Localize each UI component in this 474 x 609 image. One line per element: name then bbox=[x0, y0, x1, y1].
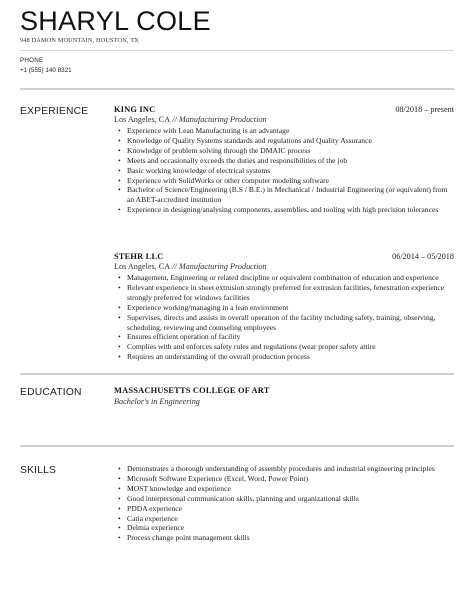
section-title-experience: EXPERIENCE bbox=[20, 106, 89, 117]
company-name: STEHR LLC bbox=[114, 252, 164, 261]
list-item: • Experience working/managing in a lean environment bbox=[127, 303, 454, 313]
list-item: • Bachelor of Science/Engineering (B.S / B.E.) in Mechanical / Industrial Engineering (or equivalent) from an ABET-accredited institution bbox=[127, 185, 454, 205]
education-entry bbox=[114, 386, 270, 406]
list-item: • Catia experience bbox=[127, 514, 454, 524]
job-location-title bbox=[114, 262, 454, 271]
list-item: • Knowledge of problem solving through the DMAIC process bbox=[127, 146, 454, 156]
list-item: • Relevant experience in sheet extrusion strongly preferred for extrusion facilities, fenestration experience strongly preferred for windows facilities bbox=[127, 283, 454, 303]
candidate-name: SHARYL COLE bbox=[20, 6, 211, 36]
job-header bbox=[114, 252, 454, 261]
list-item: • Supervises, directs and assists in overall operation of the facility including safety, training, observing, scheduling, reviewing and counseling employees bbox=[127, 313, 454, 333]
address: 948 DAMON MOUNTAIN, HOUSTON, TX bbox=[20, 37, 139, 44]
list-item: • Complies with and enforces safety rules and regulations (wear proper safety attire bbox=[127, 342, 454, 352]
divider bbox=[20, 88, 454, 90]
list-item: • Experience in designing/analysing components, assemblies, and tooling with high precision tolerances bbox=[127, 205, 454, 215]
job-bullets bbox=[114, 273, 454, 362]
phone-value: +1 (555) 140 8321 bbox=[20, 67, 72, 74]
list-item: • Requires an understanding of the overall production process bbox=[127, 352, 454, 362]
job-dates: 08/2018 – present bbox=[395, 105, 454, 114]
job-location: Los Angeles, CA bbox=[114, 262, 171, 271]
section-title-skills: SKILLS bbox=[20, 465, 57, 476]
skills-list bbox=[114, 464, 454, 543]
phone-label: PHONE bbox=[20, 57, 44, 64]
skills-list-container bbox=[114, 464, 454, 543]
list-item: • Process change point management skills bbox=[127, 533, 454, 543]
divider bbox=[20, 50, 454, 51]
list-item: • Demonstrates a thorough understanding of assembly procedures and industrial engineering principles bbox=[127, 464, 454, 474]
divider bbox=[20, 373, 454, 375]
list-item: • Meets and occasionally exceeds the duties and responsibilities of the job bbox=[127, 156, 454, 166]
title-separator: // bbox=[170, 115, 179, 124]
job-dates: 06/2014 – 05/2018 bbox=[392, 252, 454, 261]
job-location-title bbox=[114, 115, 454, 124]
list-item: • Basic working knowledge of electrical systems bbox=[127, 166, 454, 176]
school-name: MASSACHUSETTS COLLEGE OF ART bbox=[114, 386, 270, 395]
job-location: Los Angeles, CA bbox=[114, 115, 171, 124]
list-item: • Ensures efficient operation of facility bbox=[127, 332, 454, 342]
list-item: • Good interpersonal communication skills, planning and organizational skills bbox=[127, 494, 454, 504]
job-bullets bbox=[114, 126, 454, 215]
section-title-education: EDUCATION bbox=[20, 387, 82, 398]
job-title: Manufacturing Production bbox=[178, 115, 267, 124]
job-entry bbox=[114, 252, 454, 362]
list-item: • Knowledge of Quality Systems standards and regulations and Quality Assurance bbox=[127, 136, 454, 146]
list-item: • Management, Engineering or related discipline or equivalent combination of education and experience bbox=[127, 273, 454, 283]
divider bbox=[20, 445, 454, 447]
list-item: • PDDA experience bbox=[127, 504, 454, 514]
title-separator: // bbox=[170, 262, 179, 271]
job-header bbox=[114, 105, 454, 114]
job-entry bbox=[114, 105, 454, 215]
list-item: • Experience with Lean Manufacturing is an advantage bbox=[127, 126, 454, 136]
degree: Bachelor's in Engineering bbox=[114, 397, 200, 406]
list-item: • MOST knowledge and experience bbox=[127, 484, 454, 494]
job-title: Manufacturing Production bbox=[178, 262, 267, 271]
company-name: KING INC bbox=[114, 105, 156, 114]
list-item: • Delmia experience bbox=[127, 523, 454, 533]
list-item: • Experience with SolidWorks or other computer modeling software bbox=[127, 176, 454, 186]
list-item: • Microsoft Software Experience (Excel, Word, Power Point) bbox=[127, 474, 454, 484]
